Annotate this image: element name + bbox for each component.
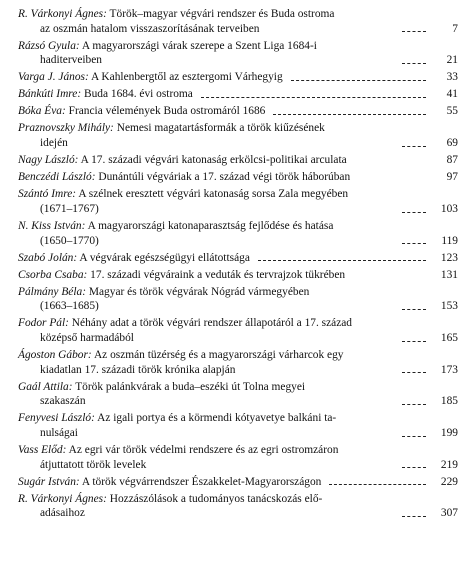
toc-title-line: Az egri vár török védelmi rendszere és az egri ostromzáron: [68, 444, 339, 457]
toc-author: Bánkúti Imre:: [18, 88, 82, 101]
toc-author: N. Kiss István:: [18, 219, 86, 232]
dot-leader: [402, 212, 426, 213]
dot-leader: [402, 516, 426, 517]
toc-title-line: A 17. századi végvári katonaság erkölcsi-politikai arculata: [80, 154, 347, 167]
toc-author: Fenyvesi László:: [18, 412, 95, 425]
toc-title-line: A magyarországi várak szerepe a Szent Liga 1684-i: [81, 39, 317, 52]
dot-leader: [402, 372, 426, 373]
toc-entry: [18, 87, 458, 102]
toc-author: Pálmány Béla:: [18, 285, 87, 298]
toc-author: Szabó Jolán:: [18, 251, 78, 264]
toc-title-line: (1663–1685): [40, 300, 99, 313]
toc-author: Sugár István:: [18, 475, 80, 488]
toc-entry: [18, 219, 458, 248]
toc-entry: [18, 348, 458, 377]
toc-title-line: A szélnek eresztett végvári katonaság sorsa Zala megyében: [78, 188, 349, 201]
toc-page-number: 185: [440, 395, 458, 408]
toc-entry: [18, 187, 458, 216]
toc-title-line: átjuttatott török levelek: [40, 458, 147, 471]
toc-title-line: 17. századi végváraink a veduták és tervrajzok tükrében: [90, 268, 346, 281]
toc-title-line: kiadatlan 17. századi török krónika alapján: [40, 363, 236, 376]
toc-title-line: (1671–1767): [40, 202, 99, 215]
dot-leader: [402, 309, 426, 310]
toc-page-number: 103: [440, 202, 458, 215]
toc-author: Nagy László:: [18, 154, 79, 167]
toc-page-number: 7: [452, 22, 458, 35]
toc-entry: [18, 170, 458, 185]
toc-author: Benczédi László:: [18, 171, 96, 184]
toc-title-line: középső harmadából: [40, 331, 134, 344]
toc-author: R. Várkonyi Ágnes:: [18, 8, 107, 20]
dot-leader: [402, 404, 426, 405]
toc-title-line: Dunántúli végváriak a 17. század végi török háborúban: [98, 171, 351, 184]
toc-entry: [18, 492, 458, 521]
toc-entry: [18, 251, 458, 266]
dot-leader: [273, 114, 426, 115]
toc-entry: [18, 7, 458, 36]
toc-entry: [18, 121, 458, 150]
toc-entry: [18, 380, 458, 409]
dot-leader: [402, 63, 426, 64]
toc-page-number: 123: [440, 251, 458, 264]
toc-page-number: 97: [446, 171, 458, 184]
dot-leader: [402, 146, 426, 147]
toc-author: Bóka Éva:: [18, 105, 66, 118]
toc-title-line: szakaszán: [40, 395, 86, 408]
toc-title-line: A török végvárrendszer Északkelet-Magyarországon: [81, 475, 322, 488]
toc-entry: [18, 70, 458, 85]
toc-page-number: 229: [440, 475, 458, 488]
toc-title-line: Magyar és török végvárak Nógrád vármegyében: [88, 285, 310, 298]
toc-page-number: 21: [446, 54, 458, 67]
toc-title-line: haditerveiben: [40, 54, 102, 67]
toc-entry: [18, 153, 458, 168]
toc-title-line: Francia vélemények Buda ostromáról 1686: [68, 105, 266, 118]
dot-leader: [402, 31, 426, 32]
toc-author: Rázsó Gyula:: [18, 39, 80, 52]
dot-leader: [402, 341, 426, 342]
dot-leader: [402, 467, 426, 468]
toc-page-number: 119: [441, 234, 458, 247]
toc-title-line: A magyarországi katonaparasztság fejlődése és hatása: [87, 219, 334, 232]
toc-title-line: idején: [40, 137, 68, 150]
toc-entry: [18, 39, 458, 68]
toc-author: Praznovszky Mihály:: [18, 122, 114, 135]
dot-leader: [402, 243, 426, 244]
toc-title-line: adásaihoz: [40, 507, 85, 520]
toc-page-number: 33: [446, 71, 458, 84]
toc-title-line: Néhány adat a török végvári rendszer állapotáról a 17. század: [71, 317, 353, 330]
toc-page-number: 165: [440, 331, 458, 344]
toc-author: Gaál Attila:: [18, 380, 73, 393]
toc-title-line: nulságai: [40, 427, 78, 440]
dot-leader: [329, 484, 426, 485]
toc-title-line: Buda 1684. évi ostroma: [84, 88, 193, 101]
toc-entry: [18, 285, 458, 314]
toc-entry: [18, 268, 458, 283]
toc-author: Vass Előd:: [18, 444, 67, 457]
toc-page-number: 69: [446, 137, 458, 150]
toc-title-line: Török palánkvárak a buda–eszéki út Tolna megyei: [75, 380, 306, 393]
toc-author: Fodor Pál:: [18, 317, 69, 330]
toc-author: R. Várkonyi Ágnes:: [18, 492, 107, 505]
toc-page-number: 131: [440, 268, 458, 281]
toc-entry: [18, 443, 458, 472]
toc-author: Varga J. János:: [18, 71, 89, 84]
toc-entry: [18, 316, 458, 345]
dot-leader: [291, 80, 426, 81]
toc-title-line: Az igali portya és a körmendi kótyavetye balkáni ta-: [97, 412, 337, 425]
toc-title-line: Török–magyar végvári rendszer és Buda ostroma: [109, 8, 335, 20]
toc-page-number: 41: [446, 88, 458, 101]
toc-title-line: A végvárak egészségügyi ellátottsága: [79, 251, 250, 264]
toc-page-number: 307: [440, 507, 458, 520]
toc-page-number: 173: [440, 363, 458, 376]
toc-page-number: 199: [440, 427, 458, 440]
toc-title-line: az oszmán hatalom visszaszorításának terveiben: [40, 22, 260, 35]
toc-author: Szántó Imre:: [18, 188, 77, 201]
toc-page-number: 87: [446, 154, 458, 167]
toc-page-number: 219: [440, 458, 458, 471]
toc-author: Ágoston Gábor:: [18, 348, 92, 361]
toc-title-line: Hozzászólások a tudományos tanácskozás elő-: [109, 492, 323, 505]
toc-title-line: Nemesi magatartásformák a török kiűzésének: [116, 122, 325, 135]
toc-title-line: (1650–1770): [40, 234, 99, 247]
toc-title-line: Az oszmán tüzérség és a magyarországi várharcok egy: [93, 348, 344, 361]
toc-entry: [18, 475, 458, 490]
dot-leader: [258, 260, 426, 261]
toc-author: Csorba Csaba:: [18, 268, 88, 281]
toc-entry: [18, 411, 458, 440]
dot-leader: [201, 97, 426, 98]
toc-page-number: 55: [446, 105, 458, 118]
toc-title-line: A Kahlenbergtől az esztergomi Várhegyig: [90, 71, 283, 84]
dot-leader: [402, 436, 426, 437]
toc-entry: [18, 104, 458, 119]
toc-page-number: 153: [440, 300, 458, 313]
